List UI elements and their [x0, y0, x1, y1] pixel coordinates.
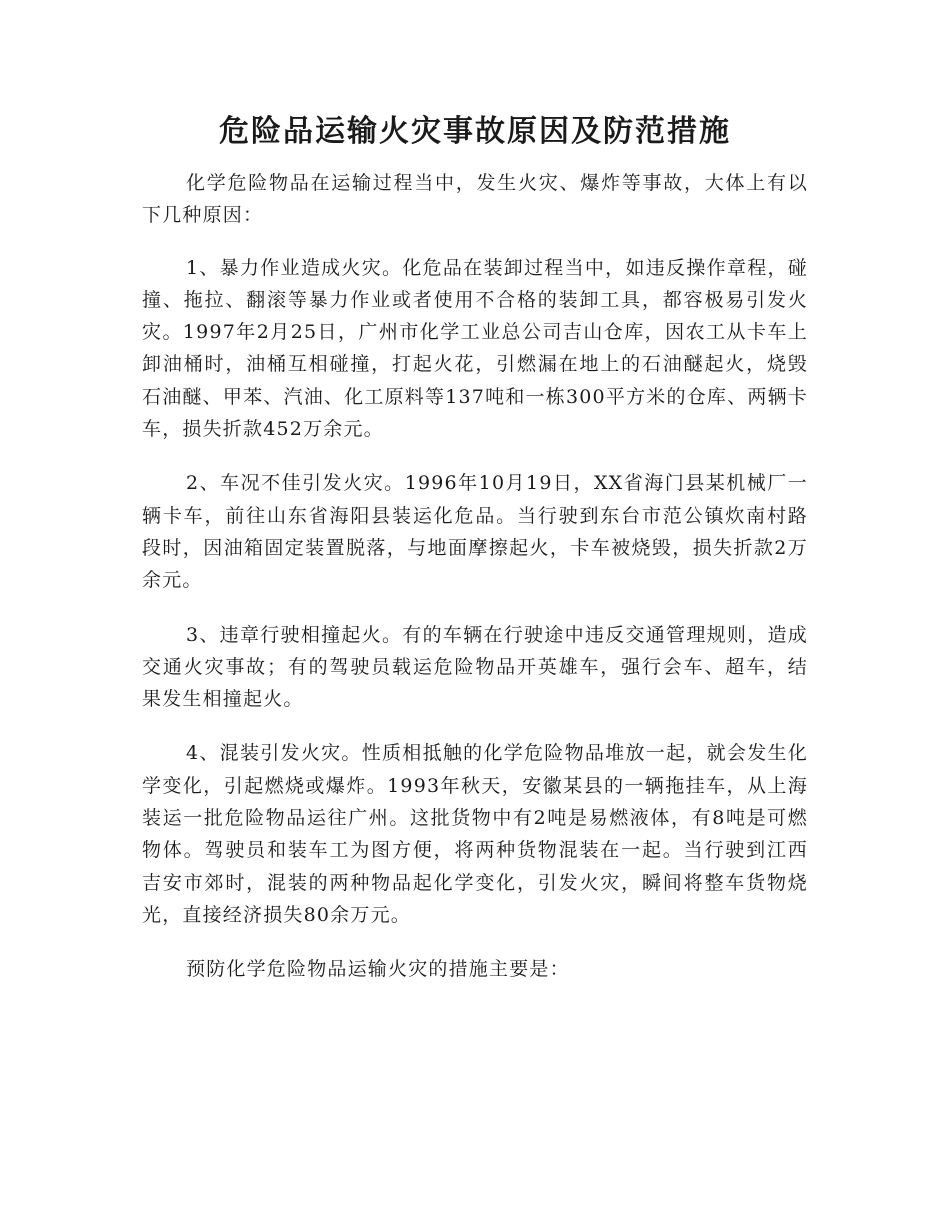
cause-paragraph-violent-handling: 1、暴力作业造成火灾。化危品在装卸过程当中，如违反操作章程，碰撞、拖拉、翻滚等暴力作业或者使用不合格的装卸工具，都容极易引发火灾。1997年2月25日，广州市化学工业总公司吉山仓库，因农工从卡车上卸油桶时，油桶互相碰撞，打起火花，引燃漏在地上的石油醚起火，烧毁石油醚、甲苯、汽油、化工原料等137吨和一栋300平方米的仓库、两辆卡车，损失折款452万余元。 — [142, 256, 808, 441]
prevention-intro-paragraph: 预防化学危险物品运输火灾的措施主要是： — [186, 958, 570, 981]
document-title: 危险品运输火灾事故原因及防范措施 — [219, 114, 731, 149]
intro-paragraph: 化学危险物品在运输过程当中，发生火灾、爆炸等事故，大体上有以下几种原因： — [142, 172, 808, 227]
document-body — [142, 167, 808, 1008]
cause-paragraph-vehicle-condition: 2、车况不佳引发火灾。1996年10月19日，XX省海门县某机械厂一辆卡车，前往山东省海阳县装运化危品。当行驶到东台市范公镇炊南村路段时，因油箱固定装置脱落，与地面摩擦起火，卡车被烧毁，损失折款2万余元。 — [142, 472, 808, 592]
cause-paragraph-mixed-loading: 4、混装引发火灾。性质相抵触的化学危险物品堆放一起，就会发生化学变化，引起燃烧或爆炸。1993年秋天，安徽某县的一辆拖挂车，从上海装运一批危险物品运往广州。这批货物中有2吨是易燃液体，有8吨是可燃物体。驾驶员和装车工为图方便，将两种货物混装在一起。当行驶到江西吉安市郊时，混装的两种物品起化学变化，引发火灾，瞬间将整车货物烧光，直接经济损失80余万元。 — [142, 742, 808, 926]
cause-paragraph-collision: 3、违章行驶相撞起火。有的车辆在行驶途中违反交通管理规则，造成交通火灾事故；有的驾驶员载运危险物品开英雄车，强行会车、超车，结果发生相撞起火。 — [142, 623, 808, 711]
